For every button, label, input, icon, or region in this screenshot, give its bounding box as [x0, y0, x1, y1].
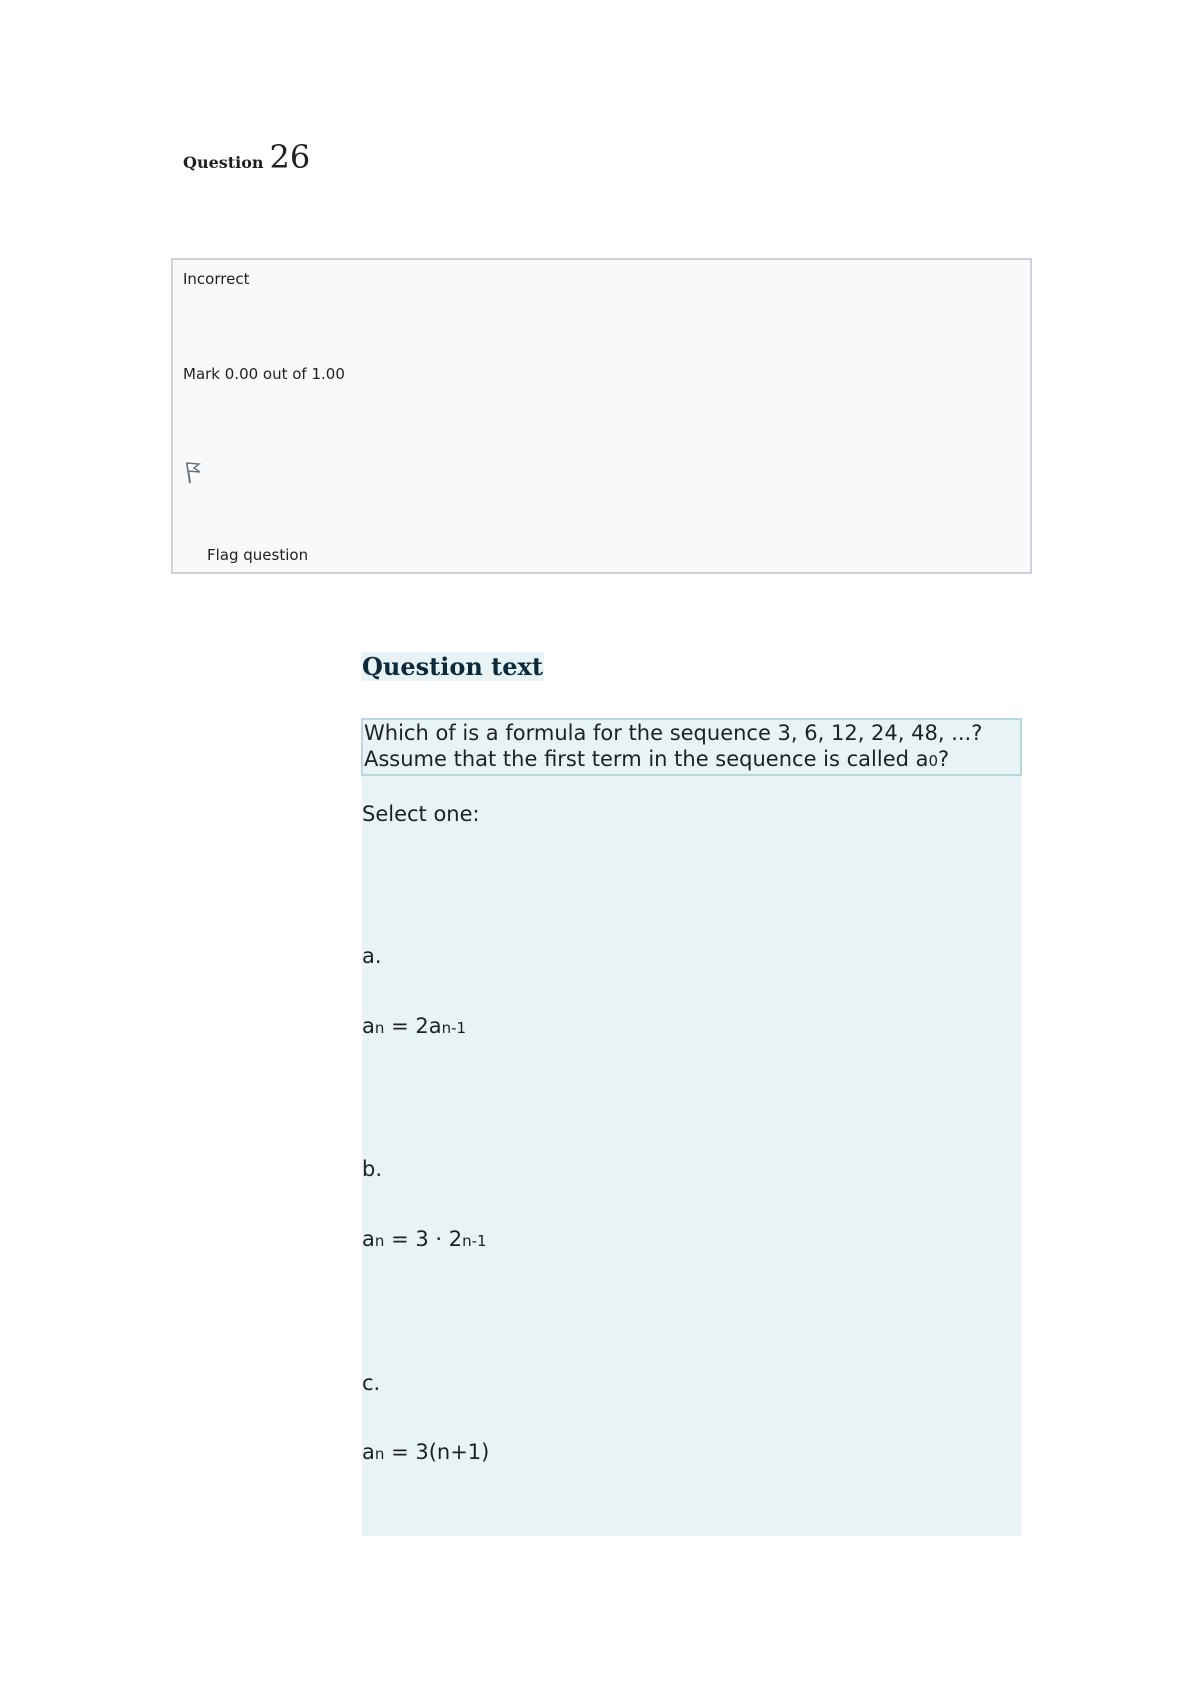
question-text-line-2-main: Assume that the first term in the sequence is called a [364, 747, 929, 771]
question-word: Question [183, 153, 264, 172]
question-text-line-1: Which of is a formula for the sequence 3, 6, 12, 24, 48, ...? [364, 721, 983, 745]
formula-subscript: n [374, 1445, 385, 1463]
question-grade: Mark 0.00 out of 1.00 [183, 365, 345, 383]
question-text-line-2-end: ? [938, 747, 950, 771]
option-a-formula[interactable] [362, 1014, 466, 1038]
select-one-prompt: Select one: [362, 802, 480, 826]
flag-icon[interactable] [184, 461, 202, 485]
option-b-formula[interactable] [362, 1227, 487, 1251]
formula-text: = 2a [384, 1014, 442, 1038]
question-formulation [362, 718, 1021, 1536]
formula-text: = 3(n+1) [384, 1440, 490, 1464]
option-b-letter[interactable]: b. [362, 1157, 383, 1181]
flag-question-link[interactable]: Flag question [207, 546, 309, 564]
question-text-subscript: 0 [928, 752, 939, 770]
formula-subscript: n-1 [441, 1019, 467, 1037]
question-info-box [171, 258, 1032, 574]
option-c-formula[interactable] [362, 1440, 489, 1464]
formula-text: a [362, 1227, 375, 1251]
formula-text: a [362, 1014, 375, 1038]
question-state: Incorrect [183, 270, 250, 288]
option-a-letter[interactable]: a. [362, 944, 382, 968]
option-c-letter[interactable]: c. [362, 1371, 381, 1395]
question-number: 26 [269, 138, 311, 176]
formula-subscript: n [374, 1019, 385, 1037]
question-text [361, 718, 1022, 776]
formula-subscript: n [374, 1232, 385, 1250]
question-header [183, 138, 310, 176]
formula-text: a [362, 1440, 375, 1464]
question-text-heading: Question text [362, 652, 543, 681]
formula-text: = 3 · 2 [384, 1227, 463, 1251]
question-text-line-2 [364, 746, 1019, 774]
formula-subscript: n-1 [462, 1232, 487, 1250]
